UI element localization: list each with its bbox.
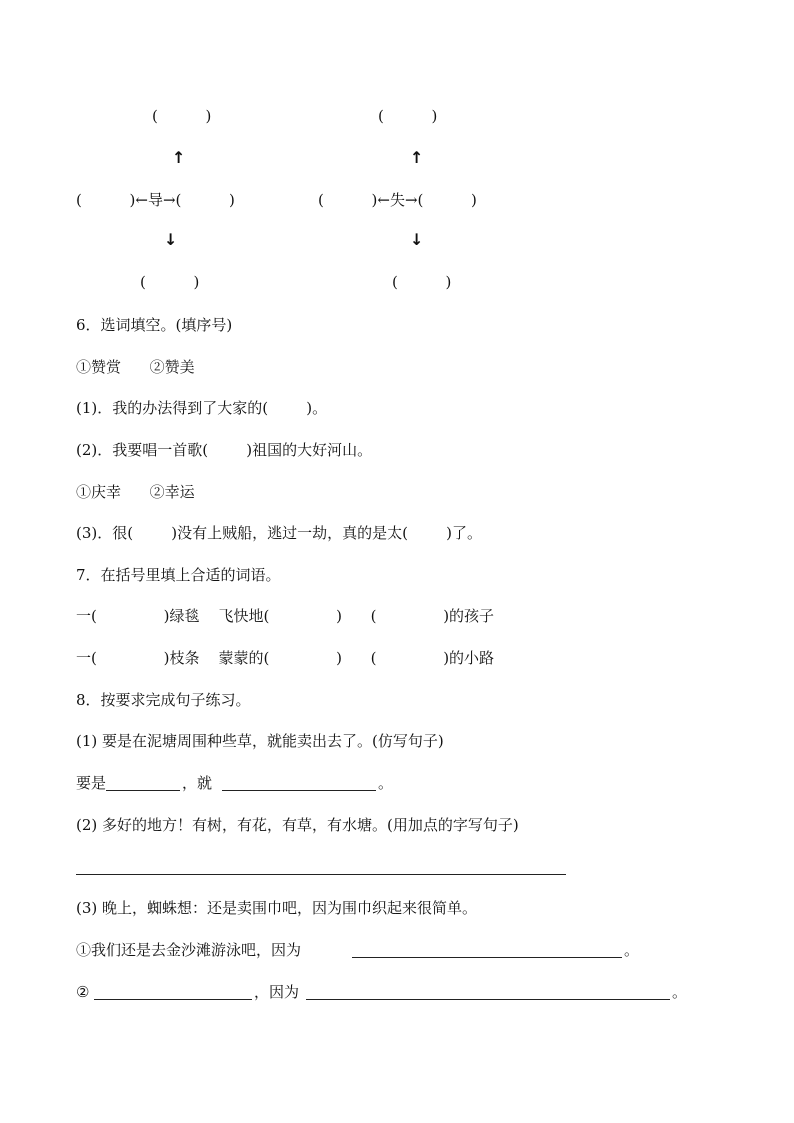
q8-part-3-item-1-blank[interactable] <box>352 957 622 958</box>
dao-bottom-blank[interactable]: ( ) <box>140 273 200 291</box>
q8-part-3-item-2-blank-1[interactable] <box>94 999 252 1000</box>
q8-title: 8．按要求完成句子练习。 <box>76 691 251 709</box>
q7-row-1[interactable]: 一( )绿毯 飞快地( ) ( )的孩子 <box>76 607 495 625</box>
q8-part-3-item-1-label: ①我们还是去金沙滩游泳吧，因为 <box>76 941 302 959</box>
q8-part-1-blank-1[interactable] <box>106 790 180 791</box>
q6-sentence-3[interactable]: (3)．很( )没有上贼船，逃过一劫，真的是太( )了。 <box>76 524 482 542</box>
shi-top-blank[interactable]: ( ) <box>378 107 438 125</box>
q8-part-1-period: 。 <box>378 774 394 792</box>
q8-part-3-prompt: (3) 晚上，蜘蛛想：还是卖围巾吧，因为围巾织起来很简单。 <box>76 899 478 917</box>
q8-part-3-item-1-period: 。 <box>624 941 640 959</box>
shi-down-arrow-icon: ↓ <box>410 230 424 249</box>
dao-middle-row[interactable]: ( )←导→( ) <box>76 191 235 209</box>
dao-up-arrow-icon: ↑ <box>172 148 186 167</box>
q6-options-2: ①庆幸 ②幸运 <box>76 483 195 501</box>
q8-part-3-item-2-period: 。 <box>672 983 688 1001</box>
q8-part-1-blank-2[interactable] <box>222 790 376 791</box>
shi-bottom-blank[interactable]: ( ) <box>392 273 452 291</box>
q8-part-2-prompt: (2) 多好的地方！有树，有花，有草，有水塘。(用加点的字写句子) <box>76 816 519 834</box>
q6-title: 6．选词填空。(填序号) <box>76 316 233 334</box>
q6-sentence-2[interactable]: (2)．我要唱一首歌( )祖国的大好河山。 <box>76 441 373 459</box>
q6-sentence-1[interactable]: (1)．我的办法得到了大家的( )。 <box>76 399 328 417</box>
shi-middle-row[interactable]: ( )←失→( ) <box>318 191 477 209</box>
q8-part-1-label-a: 要是 <box>76 774 107 792</box>
q8-part-3-item-2-blank-2[interactable] <box>306 999 670 1000</box>
q8-part-1-prompt: (1) 要是在泥塘周围种些草，就能卖出去了。(仿写句子) <box>76 732 444 750</box>
q8-part-3-item-2-label-b: ，因为 <box>254 983 300 1001</box>
dao-down-arrow-icon: ↓ <box>164 230 178 249</box>
q8-part-2-answer-line[interactable] <box>76 874 566 875</box>
q7-title: 7．在括号里填上合适的词语。 <box>76 566 281 584</box>
q6-options-1: ①赞赏 ②赞美 <box>76 358 195 376</box>
q8-part-1-label-b: ，就 <box>182 774 213 792</box>
dao-top-blank[interactable]: ( ) <box>152 107 212 125</box>
q8-part-3-item-2-label: ② <box>76 983 90 1001</box>
shi-up-arrow-icon: ↑ <box>410 148 424 167</box>
q7-row-2[interactable]: 一( )枝条 蒙蒙的( ) ( )的小路 <box>76 649 495 667</box>
